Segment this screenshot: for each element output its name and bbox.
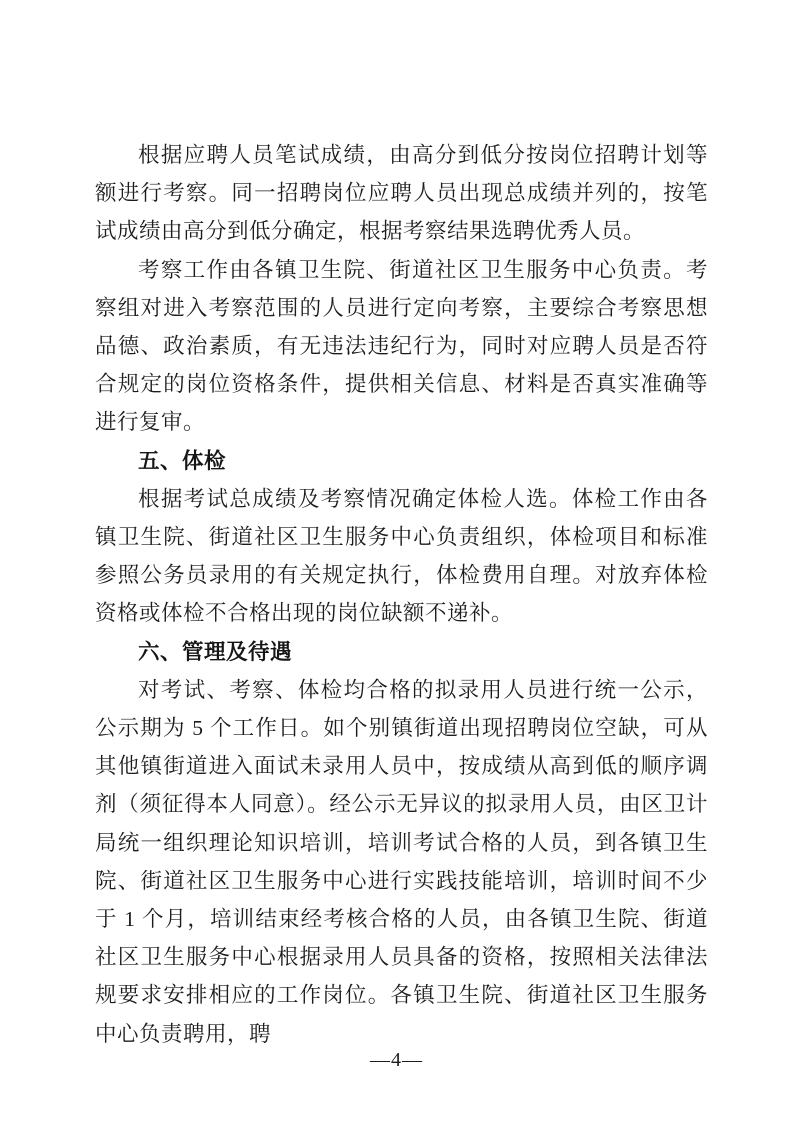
paragraph-inspection-work: 考察工作由各镇卫生院、街道社区卫生服务中心负责。考察组对进入考察范围的人员进行定向考察，主要综合考察思想品德、政治素质，有无违法违纪行为，同时对应聘人员是否符合规定的岗位资格条件，提供相关信息、材料是否真实准确等进行复审。: [95, 257, 708, 435]
section-heading-physical-exam: 五、体检: [138, 448, 227, 473]
page-number: —4—: [370, 1049, 423, 1071]
paragraph-written-test-scores: 根据应聘人员笔试成绩，由高分到低分按岗位招聘计划等额进行考察。同一招聘岗位应聘人员出现总成绩并列的，按笔试成绩由高分到低分确定，根据考察结果选聘优秀人员。: [95, 143, 708, 244]
section-heading-management-benefits: 六、管理及待遇: [138, 639, 293, 664]
paragraph-management-benefits: 对考试、考察、体检均合格的拟录用人员进行统一公示，公示期为 5 个工作日。如个别镇街道出现招聘岗位空缺，可从其他镇街道进入面试未录用人员中，按成绩从高到低的顺序调剂（须征得本人同意）。经公示无异议的拟录用人员，由区卫计局统一组织理论知识培训，培训考试合格的人员，到各镇卫生院、街道社区卫生服务中心进行实践技能培训，培训时间不少于 1 个月，培训结束经考核合格的人员，由各镇卫生院、街道社区卫生服务中心根据录用人员具备的资格，按照相关法律法规要求安排相应的工作岗位。各镇卫生院、街道社区卫生服务中心负责聘用，聘: [95, 677, 708, 1046]
paragraph-physical-exam: 根据考试总成绩及考察情况确定体检人选。体检工作由各镇卫生院、街道社区卫生服务中心负责组织，体检项目和标准参照公务员录用的有关规定执行，体检费用自理。对放弃体检资格或体检不合格出现的岗位缺额不递补。: [95, 486, 708, 626]
document-body: [95, 136, 708, 1053]
